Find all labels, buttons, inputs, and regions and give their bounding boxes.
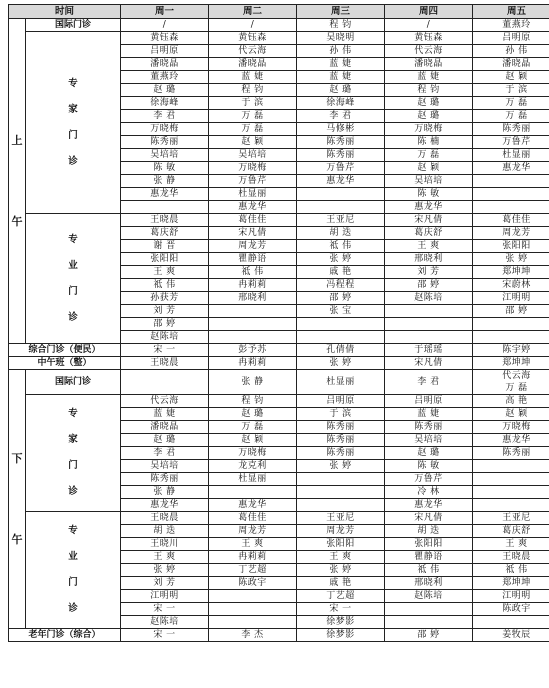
morning-special-cell: 张 宝 [297,305,385,318]
afternoon-special-cell: 张 婷 [121,564,209,577]
morning-special-cell: 葛庆舒 [121,227,209,240]
morning-special-label [26,214,121,344]
morning-special-cell: 冯程程 [297,279,385,292]
morning-special-cell: 邢晓利 [209,292,297,305]
morning-expert-cell: 吕明原 [473,32,549,45]
morning-special-cell: 赵陈培 [385,292,473,305]
afternoon-expert-cell: 陈秀丽 [121,473,209,486]
afternoon-special-label-char: 门 [68,577,78,588]
morning-special-cell: 葛佳佳 [209,214,297,227]
afternoon-expert-cell: 惠龙华 [121,499,209,512]
header-day-thursday: 周四 [385,5,473,19]
afternoon-special-cell: 徐梦影 [297,616,385,629]
morning-expert-cell: 蓝 婕 [297,71,385,84]
morning-expert-cell: 程 钧 [209,84,297,97]
morning-special-cell: 刘 芳 [121,305,209,318]
morning-special-cell [473,331,549,344]
mid-row-cell: 孔倩倩 [297,344,385,357]
morning-expert-cell: 马修彬 [297,123,385,136]
morning-expert-cell: 万 磊 [209,123,297,136]
morning-expert-cell: 徐海峰 [121,97,209,110]
morning-expert-cell: 蓝 婕 [297,58,385,71]
afternoon-intl-doctor: 代云海 [502,371,531,381]
morning-expert-cell: 张 静 [121,175,209,188]
morning-special-cell: 祗 伟 [121,279,209,292]
footer-row-cell: 宋 一 [121,629,209,642]
morning-special-cell: 葛庆舒 [385,227,473,240]
morning-expert-cell: 陈秀丽 [297,136,385,149]
afternoon-expert-cell: 张 婷 [297,460,385,473]
afternoon-special-label-char: 业 [68,551,78,562]
morning-expert-cell: 潘晓晶 [121,58,209,71]
morning-intl-cell: 程 钧 [297,19,385,32]
afternoon-intl-label: 国际门诊 [26,370,121,395]
morning-expert-cell: 李 君 [121,110,209,123]
mid-row-cell: 冉莉莉 [209,357,297,370]
mid-row-label: 综合门诊（便民） [9,344,121,357]
header-day-tuesday: 周二 [209,5,297,19]
morning-expert-cell: 黄钰森 [121,32,209,45]
afternoon-special-cell: 王 爽 [473,538,549,551]
footer-row-label: 老年门诊（综合） [9,629,121,642]
morning-special-cell: 邢晓利 [385,253,473,266]
afternoon-expert-cell: 万鲁芹 [385,473,473,486]
morning-intl-cell: / [385,19,473,32]
morning-expert-cell: 代云海 [209,45,297,58]
morning-special-cell [209,318,297,331]
morning-expert-cell: 黄钰森 [385,32,473,45]
afternoon-expert-cell: 代云海 [121,395,209,408]
afternoon-expert-cell: 吕明原 [297,395,385,408]
mid-row-cell: 张 婷 [297,357,385,370]
morning-expert-cell: 孙 伟 [473,45,549,58]
afternoon-special-cell [385,603,473,616]
morning-expert-cell: 万晓梅 [121,123,209,136]
afternoon-special-cell: 宋 一 [121,603,209,616]
morning-special-cell: 周龙芳 [209,240,297,253]
afternoon-special-cell: 胡 迭 [121,525,209,538]
afternoon-special-cell: 王 爽 [209,538,297,551]
morning-special-cell: 祗 伟 [297,240,385,253]
morning-special-cell [209,305,297,318]
header-day-wednesday: 周三 [297,5,385,19]
afternoon-expert-cell [297,499,385,512]
morning-expert-cell: 杜显丽 [473,149,549,162]
morning-expert-cell: 赵 颖 [385,162,473,175]
morning-special-cell: 宋凡倩 [209,227,297,240]
mid-row [9,344,549,357]
morning-intl-cell: / [209,19,297,32]
morning-special-cell [297,331,385,344]
morning-expert-cell: 潘晓晶 [209,58,297,71]
morning-special-cell: 戚 艳 [297,266,385,279]
afternoon-special-cell: 江明明 [121,590,209,603]
afternoon-expert-cell: 惠龙华 [385,499,473,512]
morning-special-cell: 张阳阳 [473,240,549,253]
afternoon-expert-cell [473,473,549,486]
afternoon-expert-cell: 陈秀丽 [297,434,385,447]
afternoon-expert-cell: 陈秀丽 [297,421,385,434]
morning-special-cell: 张 婷 [297,253,385,266]
morning-expert-cell: 于 滨 [209,97,297,110]
afternoon-expert-cell: 赵 璐 [121,434,209,447]
afternoon-expert-cell: 龙克利 [209,460,297,473]
morning-expert-cell [473,201,549,214]
morning-expert-cell: 万 磊 [473,97,549,110]
morning-expert-cell [297,188,385,201]
morning-special-label-char: 诊 [68,311,78,323]
afternoon-special-cell: 祗 伟 [473,564,549,577]
afternoon-special-cell: 王亚尼 [473,512,549,525]
afternoon-special-cell: 丁艺超 [297,590,385,603]
afternoon-special-cell: 丁艺超 [209,564,297,577]
afternoon-expert-cell: 惠龙华 [209,499,297,512]
afternoon-special-cell: 张阳阳 [385,538,473,551]
morning-expert-cell: 惠龙华 [473,162,549,175]
afternoon-expert-label-char: 诊 [68,486,78,497]
afternoon-special-cell: 陈政宇 [209,577,297,590]
afternoon-special-cell: 王晓晨 [473,551,549,564]
morning-special-cell: 邵 婷 [385,279,473,292]
afternoon-special-cell: 祗 伟 [385,564,473,577]
afternoon-expert-cell: 惠龙华 [473,434,549,447]
morning-session-label-char: 上 [11,134,23,147]
morning-special-cell [385,305,473,318]
morning-expert-cell: 赵 璐 [385,97,473,110]
morning-special-cell: 冉莉莉 [209,279,297,292]
morning-special-cell: 谢 晋 [121,240,209,253]
morning-expert-cell: 万鲁芹 [209,175,297,188]
afternoon-expert-cell: 程 钧 [209,395,297,408]
morning-special-cell: 王 爽 [121,266,209,279]
afternoon-special-cell: 赵陈培 [121,616,209,629]
footer-row [9,629,549,642]
morning-special-cell: 宋蔚林 [473,279,549,292]
afternoon-expert-cell [297,486,385,499]
morning-special-cell: 葛佳佳 [473,214,549,227]
afternoon-expert-cell: 潘晓晶 [121,421,209,434]
morning-expert-cell: 赵 颖 [473,71,549,84]
afternoon-intl-cell [473,370,549,395]
afternoon-special-cell: 周龙芳 [209,525,297,538]
morning-special-cell [209,331,297,344]
afternoon-special-cell: 周龙芳 [297,525,385,538]
afternoon-expert-cell: 蓝 婕 [385,408,473,421]
afternoon-intl-doctor: 万 磊 [505,383,528,393]
morning-expert-cell: 惠龙华 [297,175,385,188]
morning-expert-cell: 陈秀丽 [121,136,209,149]
morning-special-cell: 赵陈培 [121,331,209,344]
mid-row-cell: 宋 一 [121,344,209,357]
afternoon-special-cell: 宋 一 [297,603,385,616]
morning-special-cell [385,331,473,344]
morning-special-cell: 邵 婷 [473,305,549,318]
afternoon-expert-label [26,395,121,512]
morning-special-cell: 王 爽 [385,240,473,253]
morning-expert-cell: 陈秀丽 [297,149,385,162]
morning-special-cell: 王亚尼 [297,214,385,227]
afternoon-intl-cell [121,370,209,395]
morning-expert-cell [297,201,385,214]
afternoon-special-cell: 葛佳佳 [209,512,297,525]
morning-expert-cell: 万晓梅 [385,123,473,136]
morning-special-row [9,214,549,227]
afternoon-special-cell [385,616,473,629]
morning-expert-cell: 于 滨 [473,84,549,97]
morning-session-label [9,19,26,344]
afternoon-expert-cell: 蓝 婕 [121,408,209,421]
afternoon-expert-cell [297,473,385,486]
afternoon-expert-cell: 高 艳 [473,395,549,408]
morning-expert-label-char: 门 [68,129,78,141]
morning-special-cell: 瞿静语 [209,253,297,266]
afternoon-expert-label-char: 专 [68,408,78,419]
morning-expert-cell: 李 君 [297,110,385,123]
outpatient-schedule-table [8,4,549,642]
afternoon-special-cell: 陈政宇 [473,603,549,616]
mid-row-cell: 于瑶瑶 [385,344,473,357]
morning-expert-cell [121,201,209,214]
afternoon-special-cell: 王 爽 [121,551,209,564]
afternoon-special-cell: 江明明 [473,590,549,603]
morning-intl-cell: / [121,19,209,32]
morning-intl-row [9,19,549,32]
afternoon-expert-cell: 赵 璐 [209,408,297,421]
morning-expert-cell: 惠龙华 [121,188,209,201]
morning-expert-cell: 赵 璐 [297,84,385,97]
header-day-friday: 周五 [473,5,549,19]
afternoon-intl-cell: 张 静 [209,370,297,395]
morning-special-cell: 宋凡倩 [385,214,473,227]
afternoon-special-row [9,512,549,525]
morning-special-label-char: 业 [68,259,78,271]
afternoon-special-cell: 葛庆舒 [473,525,549,538]
morning-expert-cell: 孙 伟 [297,45,385,58]
afternoon-expert-cell: 陈秀丽 [385,421,473,434]
afternoon-expert-cell: 赵 颖 [473,408,549,421]
header-day-monday: 周一 [121,5,209,19]
afternoon-expert-cell: 冷 林 [385,486,473,499]
afternoon-special-cell: 戚 艳 [297,577,385,590]
afternoon-expert-cell: 赵 颖 [209,434,297,447]
afternoon-intl-cell: 李 君 [385,370,473,395]
morning-expert-label-char: 家 [68,103,78,115]
morning-special-cell: 张阳阳 [121,253,209,266]
footer-row-cell: 邵 婷 [385,629,473,642]
morning-expert-cell: 代云海 [385,45,473,58]
afternoon-intl-cell: 杜显丽 [297,370,385,395]
morning-expert-cell: 蓝 婕 [209,71,297,84]
afternoon-special-label [26,512,121,629]
afternoon-expert-cell: 吴培培 [121,460,209,473]
afternoon-special-cell [209,603,297,616]
morning-special-label-char: 专 [68,233,78,245]
morning-special-cell: 孙获芳 [121,292,209,305]
mid-row-cell: 郑坤坤 [473,357,549,370]
afternoon-intl-row [9,370,549,395]
afternoon-special-cell: 张 婷 [297,564,385,577]
morning-expert-cell: 黄钰森 [209,32,297,45]
mid-row [9,357,549,370]
afternoon-special-cell: 宋凡倩 [385,512,473,525]
morning-expert-cell: 杜显丽 [209,188,297,201]
afternoon-special-label-char: 诊 [68,603,78,614]
morning-session-label-char: 午 [11,215,23,228]
footer-row-cell: 姜牧辰 [473,629,549,642]
afternoon-session-label [9,370,26,629]
morning-intl-label: 国际门诊 [26,19,121,32]
afternoon-expert-cell: 万晓梅 [473,421,549,434]
morning-special-label-char: 门 [68,285,78,297]
morning-expert-cell: 万 磊 [473,110,549,123]
morning-expert-label-char: 诊 [68,155,78,167]
morning-expert-cell: 万 磊 [209,110,297,123]
afternoon-expert-label-char: 门 [68,460,78,471]
morning-expert-cell: 陈 敏 [385,188,473,201]
morning-expert-cell: 万鲁芹 [297,162,385,175]
morning-special-cell: 张 婷 [473,253,549,266]
afternoon-special-cell [209,590,297,603]
afternoon-expert-cell [473,499,549,512]
morning-expert-label [26,32,121,214]
morning-expert-cell: 徐海峰 [297,97,385,110]
morning-special-cell: 周龙芳 [473,227,549,240]
afternoon-expert-cell: 陈秀丽 [473,447,549,460]
footer-row-cell: 徐梦影 [297,629,385,642]
afternoon-special-cell: 赵陈培 [385,590,473,603]
afternoon-expert-cell: 张 静 [121,486,209,499]
morning-expert-cell: 赵 颖 [209,136,297,149]
morning-expert-cell: 潘晓晶 [473,58,549,71]
afternoon-expert-row [9,395,549,408]
morning-special-cell: 邵 婷 [121,318,209,331]
morning-expert-cell: 吕明原 [121,45,209,58]
afternoon-special-cell: 王晓川 [121,538,209,551]
morning-special-cell: 刘 芳 [385,266,473,279]
morning-special-cell: 江明明 [473,292,549,305]
afternoon-special-cell: 胡 迭 [385,525,473,538]
header-time: 时间 [9,5,121,19]
morning-expert-cell: 陈 楠 [385,136,473,149]
afternoon-special-cell: 王亚尼 [297,512,385,525]
morning-expert-cell: 潘晓晶 [385,58,473,71]
morning-special-cell: 邵 婷 [297,292,385,305]
afternoon-special-cell: 王晓晨 [121,512,209,525]
afternoon-expert-cell: 吴培培 [385,434,473,447]
morning-expert-cell: 蓝 婕 [385,71,473,84]
afternoon-expert-cell [473,486,549,499]
mid-row-cell: 陈宇婷 [473,344,549,357]
afternoon-expert-cell: 杜显丽 [209,473,297,486]
morning-expert-cell: 惠龙华 [209,201,297,214]
morning-expert-cell: 万鲁芹 [473,136,549,149]
afternoon-expert-cell: 赵 璐 [385,447,473,460]
afternoon-special-cell: 冉莉莉 [209,551,297,564]
afternoon-special-cell: 郑坤坤 [473,577,549,590]
morning-expert-cell [473,175,549,188]
mid-row-cell: 王晓晨 [121,357,209,370]
morning-expert-cell: 赵 璐 [121,84,209,97]
morning-expert-cell: 万 磊 [385,149,473,162]
morning-intl-cell: 董燕玲 [473,19,549,32]
afternoon-special-cell: 瞿静语 [385,551,473,564]
morning-special-cell [385,318,473,331]
footer-row-cell: 李 杰 [209,629,297,642]
afternoon-special-cell: 张阳阳 [297,538,385,551]
afternoon-session-label-char: 下 [11,452,23,465]
afternoon-expert-label-char: 家 [68,434,78,445]
morning-expert-cell: 陈 敏 [121,162,209,175]
morning-expert-cell: 程 钧 [385,84,473,97]
morning-expert-cell: 赵 璐 [385,110,473,123]
morning-special-cell: 郑坤坤 [473,266,549,279]
afternoon-expert-cell: 万晓梅 [209,447,297,460]
morning-expert-cell: 吴培培 [209,149,297,162]
header-row [9,5,549,19]
afternoon-expert-cell: 陈 敏 [385,460,473,473]
afternoon-special-cell: 刘 芳 [121,577,209,590]
afternoon-special-cell: 邢晓利 [385,577,473,590]
morning-special-cell: 王晓晨 [121,214,209,227]
morning-expert-row [9,32,549,45]
afternoon-expert-cell [209,486,297,499]
afternoon-expert-cell: 于 滨 [297,408,385,421]
mid-row-cell: 彭予苏 [209,344,297,357]
morning-expert-cell: 陈秀丽 [473,123,549,136]
morning-expert-label-char: 专 [68,77,78,89]
mid-row-label: 中午班（整） [9,357,121,370]
morning-expert-cell: 吴晓明 [297,32,385,45]
morning-expert-cell [473,188,549,201]
afternoon-expert-cell: 李 君 [121,447,209,460]
afternoon-expert-cell [473,460,549,473]
morning-expert-cell: 吴培培 [385,175,473,188]
morning-special-cell: 祗 伟 [209,266,297,279]
morning-special-cell: 胡 迭 [297,227,385,240]
afternoon-expert-cell: 万 磊 [209,421,297,434]
morning-expert-cell: 吴培培 [121,149,209,162]
afternoon-special-cell: 王 爽 [297,551,385,564]
afternoon-session-label-char: 午 [11,533,23,546]
afternoon-expert-cell: 陈秀丽 [297,447,385,460]
afternoon-special-cell [209,616,297,629]
morning-expert-cell: 惠龙华 [385,201,473,214]
morning-special-cell [297,318,385,331]
afternoon-special-cell [473,616,549,629]
morning-special-cell [473,318,549,331]
afternoon-special-label-char: 专 [68,525,78,536]
afternoon-expert-cell: 吕明原 [385,395,473,408]
mid-row-cell: 宋凡倩 [385,357,473,370]
morning-expert-cell: 董燕玲 [121,71,209,84]
morning-expert-cell: 万晓梅 [209,162,297,175]
